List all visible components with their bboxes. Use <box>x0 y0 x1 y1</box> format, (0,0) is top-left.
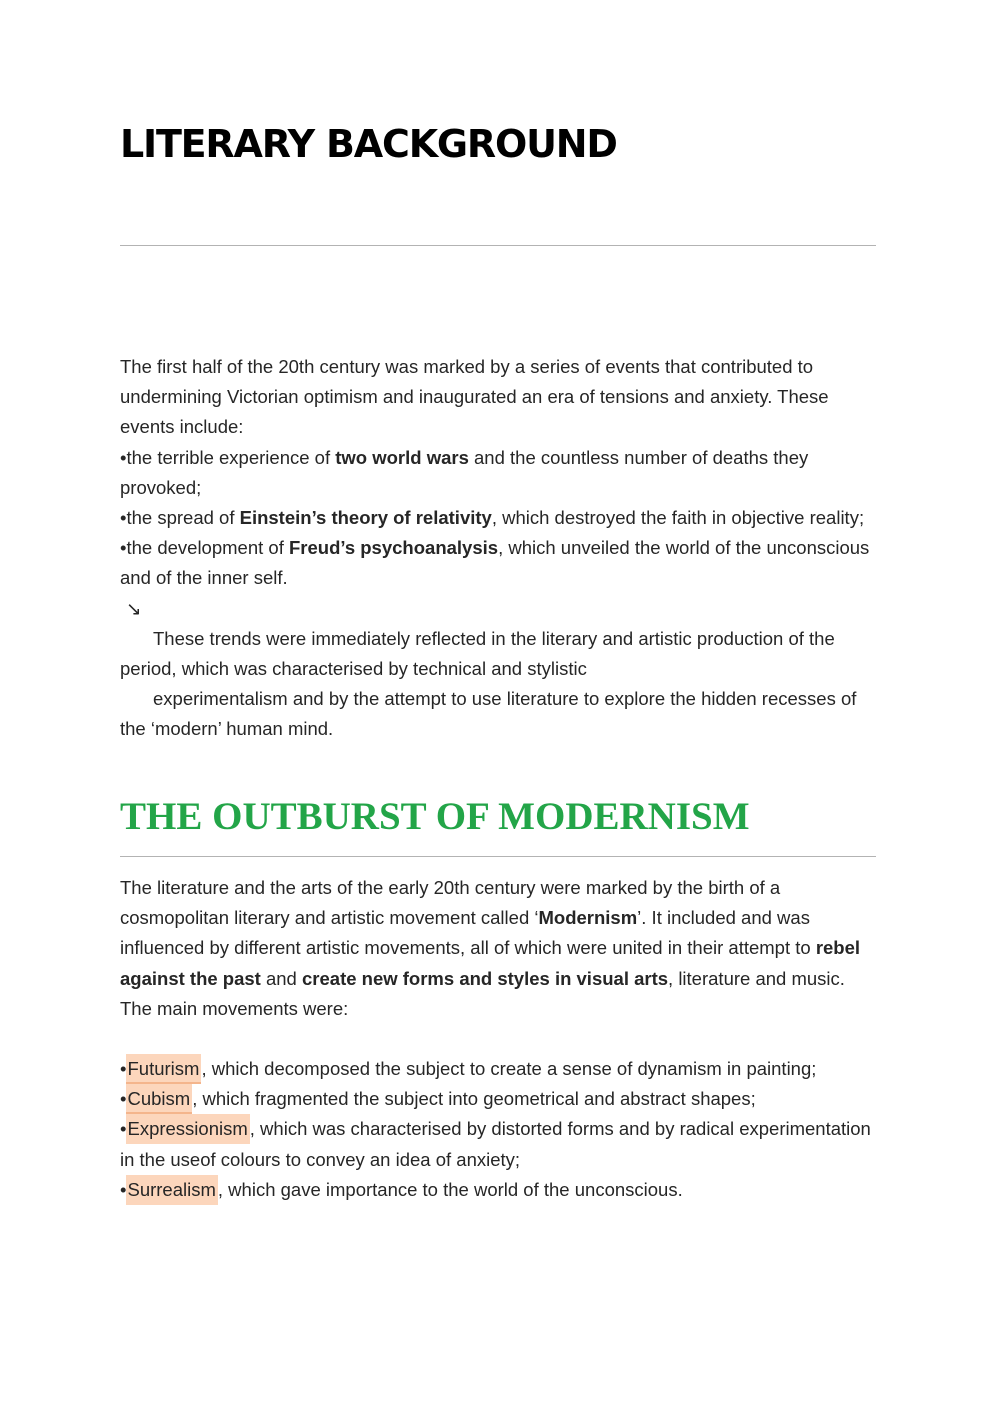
bold-term: Freud’s psychoanalysis <box>288 537 499 559</box>
bullet-relativity: •the spread of Einstein’s theory of relativity, which destroyed the faith in objective reality; <box>120 507 865 529</box>
intro-section <box>120 352 876 745</box>
list-item: •Surrealism , which gave importance to the world of the unconscious. <box>120 1175 890 1205</box>
modernism-section <box>120 873 876 1024</box>
list-item: •Expressionism , which was characterised by distorted forms and by radical experimentation in the useof colours to convey an idea of anxiety; <box>120 1114 890 1174</box>
section-heading: THE OUTBURST OF MODERNISM <box>120 795 750 838</box>
bold-term: rebel against the past <box>120 937 861 989</box>
arrow-icon: ↘ <box>126 597 142 619</box>
modernism-paragraph: The literature and the arts of the early 20th century were marked by the birth of a cosmopolitan literary and artistic movement called ‘Modernism’. It included and was influenced by different artistic movements, all of which were united in their attempt to rebel against the past and create new forms and styles in visual arts, literature and music. The main movements were: <box>120 877 861 1019</box>
bullet-psychoanalysis: •the development of Freud’s psychoanalysis, which unveiled the world of the unconscious and of the inner self. <box>120 537 870 589</box>
page-title: LITERARY BACKGROUND <box>120 122 617 166</box>
title-divider <box>120 245 876 246</box>
highlighted-term: Futurism <box>126 1054 201 1084</box>
bullet-world-wars: •the terrible experience of two world wars and the countless number of deaths they provoked; <box>120 446 809 498</box>
bold-term: Einstein’s theory of relativity <box>239 507 492 529</box>
list-item: •Futurism , which decomposed the subject to create a sense of dynamism in painting; <box>120 1054 890 1084</box>
section-divider <box>120 856 876 857</box>
movements-list <box>120 1054 890 1205</box>
trends-paragraph-1: These trends were immediately reflected in the literary and artistic production of the period, which was characterised by technical and stylistic <box>120 627 835 680</box>
bold-term: two world wars <box>335 446 469 468</box>
highlighted-term: Expressionism <box>126 1114 249 1144</box>
highlighted-term: Surrealism <box>126 1175 217 1205</box>
intro-paragraph: The first half of the 20th century was marked by a series of events that contributed to undermining Victorian optimism and inaugurated an era of tensions and anxiety. These events include: <box>120 356 829 438</box>
bold-term: Modernism <box>538 907 638 929</box>
list-item: •Cubism , which fragmented the subject into geometrical and abstract shapes; <box>120 1084 890 1114</box>
trends-paragraph-2: experimentalism and by the attempt to use literature to explore the hidden recesses of the ‘modern’ human mind. <box>120 688 857 740</box>
highlighted-term: Cubism <box>126 1084 192 1114</box>
bold-term: create new forms and styles in visual arts <box>302 967 669 989</box>
